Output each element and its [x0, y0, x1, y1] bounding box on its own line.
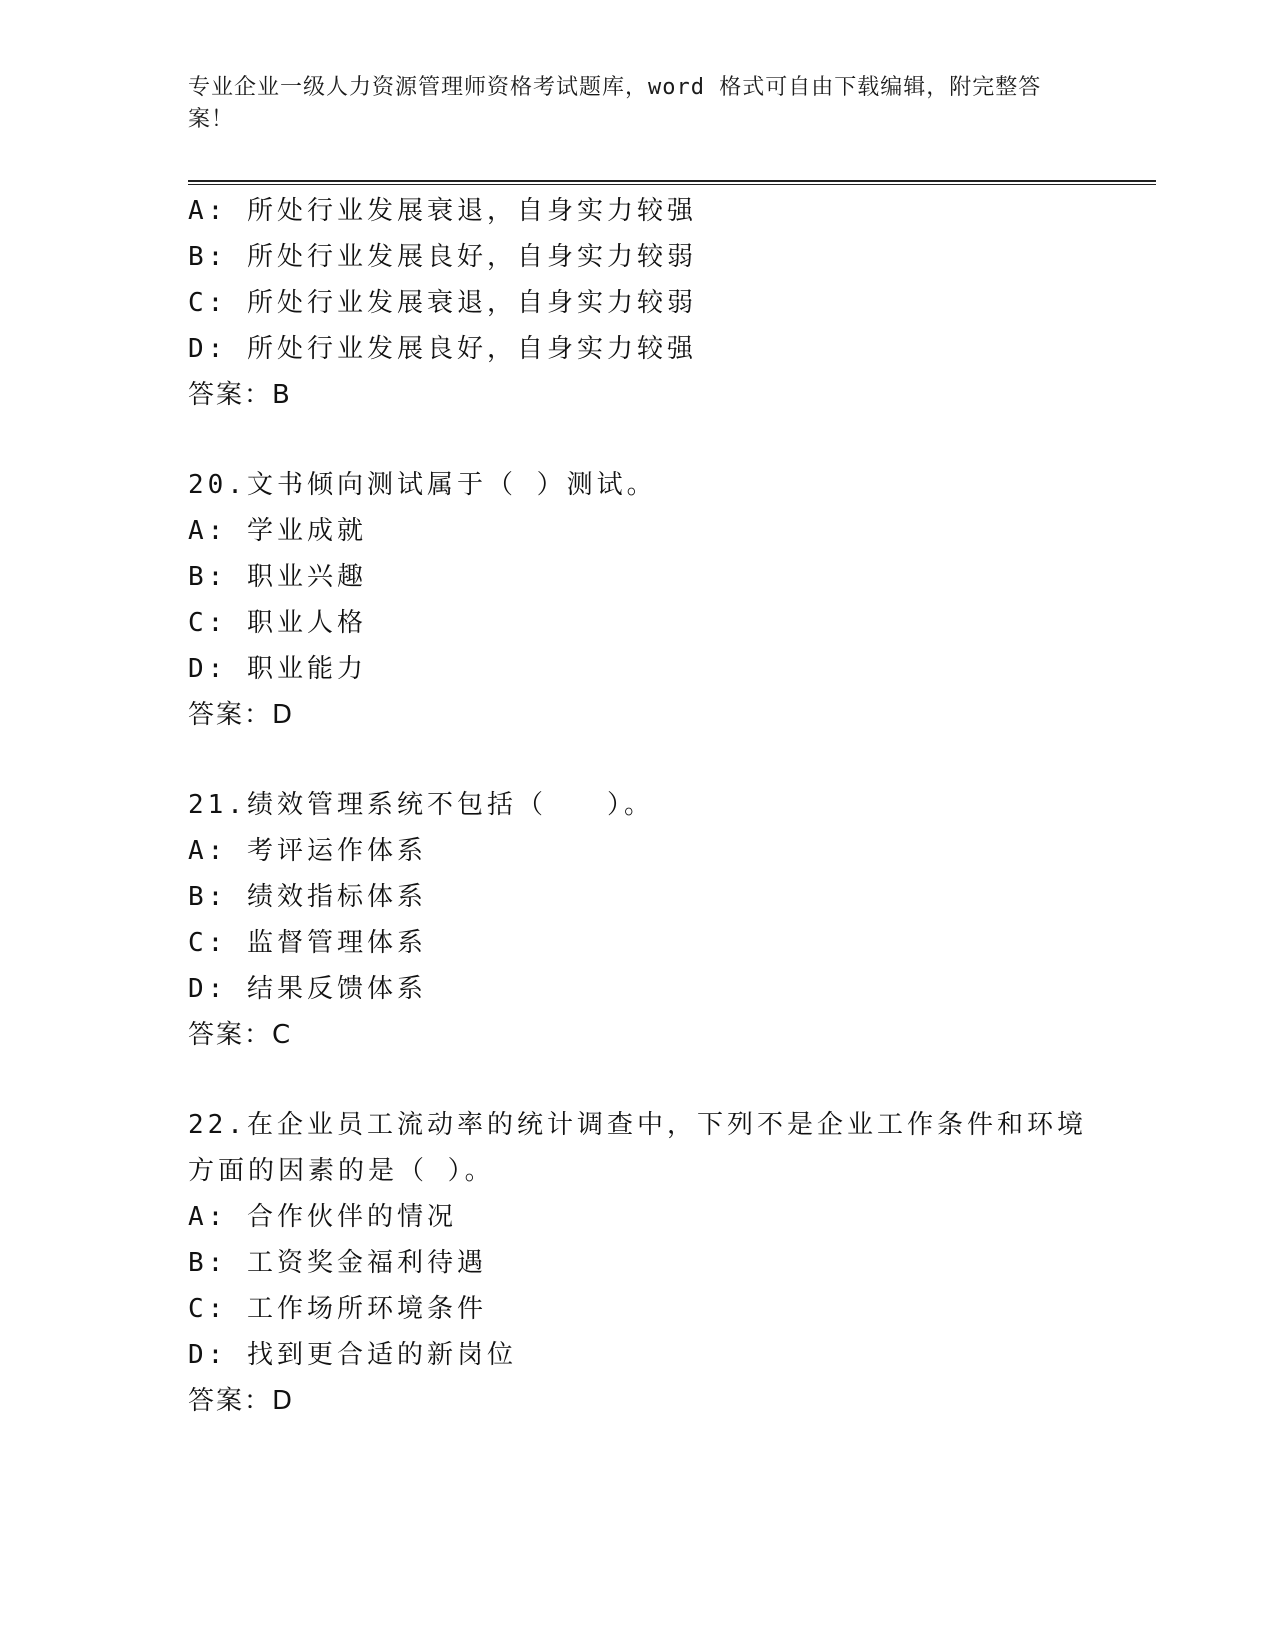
answer-line: 答案：D	[188, 700, 295, 730]
option-b: B: 工资奖金福利待遇	[188, 1248, 487, 1278]
option-b: B: 职业兴趣	[188, 562, 367, 592]
option-d: D: 结果反馈体系	[188, 974, 427, 1004]
option-d: D: 职业能力	[188, 654, 367, 684]
page-header: 专业企业一级人力资源管理师资格考试题库，word 格式可自由下载编辑，附完整答案！	[188, 75, 1042, 132]
option-c: C: 职业人格	[188, 608, 367, 638]
option-b: B: 绩效指标体系	[188, 882, 427, 912]
answer-line: 答案：B	[188, 380, 292, 410]
option-b: B: 所处行业发展良好，自身实力较弱	[188, 242, 697, 272]
question-22-block	[188, 1102, 1088, 1424]
question-19-block	[188, 188, 1088, 418]
option-c: C: 监督管理体系	[188, 928, 427, 958]
option-a: A: 考评运作体系	[188, 836, 427, 866]
option-c: C: 所处行业发展衰退，自身实力较弱	[188, 288, 697, 318]
option-d: D: 找到更合适的新岗位	[188, 1340, 517, 1370]
question-text: 22.在企业员工流动率的统计调查中，下列不是企业工作条件和环境方面的因素的是（ ）。	[188, 1110, 1087, 1186]
option-a: A: 合作伙伴的情况	[188, 1202, 457, 1232]
option-c: C: 工作场所环境条件	[188, 1294, 487, 1324]
question-text: 20.文书倾向测试属于（ ）测试。	[188, 470, 657, 500]
option-a: A: 学业成就	[188, 516, 367, 546]
option-a: A: 所处行业发展衰退，自身实力较强	[188, 196, 697, 226]
option-d: D: 所处行业发展良好，自身实力较强	[188, 334, 697, 364]
header-divider	[188, 180, 1156, 185]
question-21-block	[188, 782, 1088, 1058]
question-list	[188, 188, 1088, 1424]
question-text: 21.绩效管理系统不包括（ ）。	[188, 790, 654, 820]
question-20-block	[188, 462, 1088, 738]
answer-line: 答案：C	[188, 1020, 293, 1050]
answer-line: 答案：D	[188, 1386, 295, 1416]
